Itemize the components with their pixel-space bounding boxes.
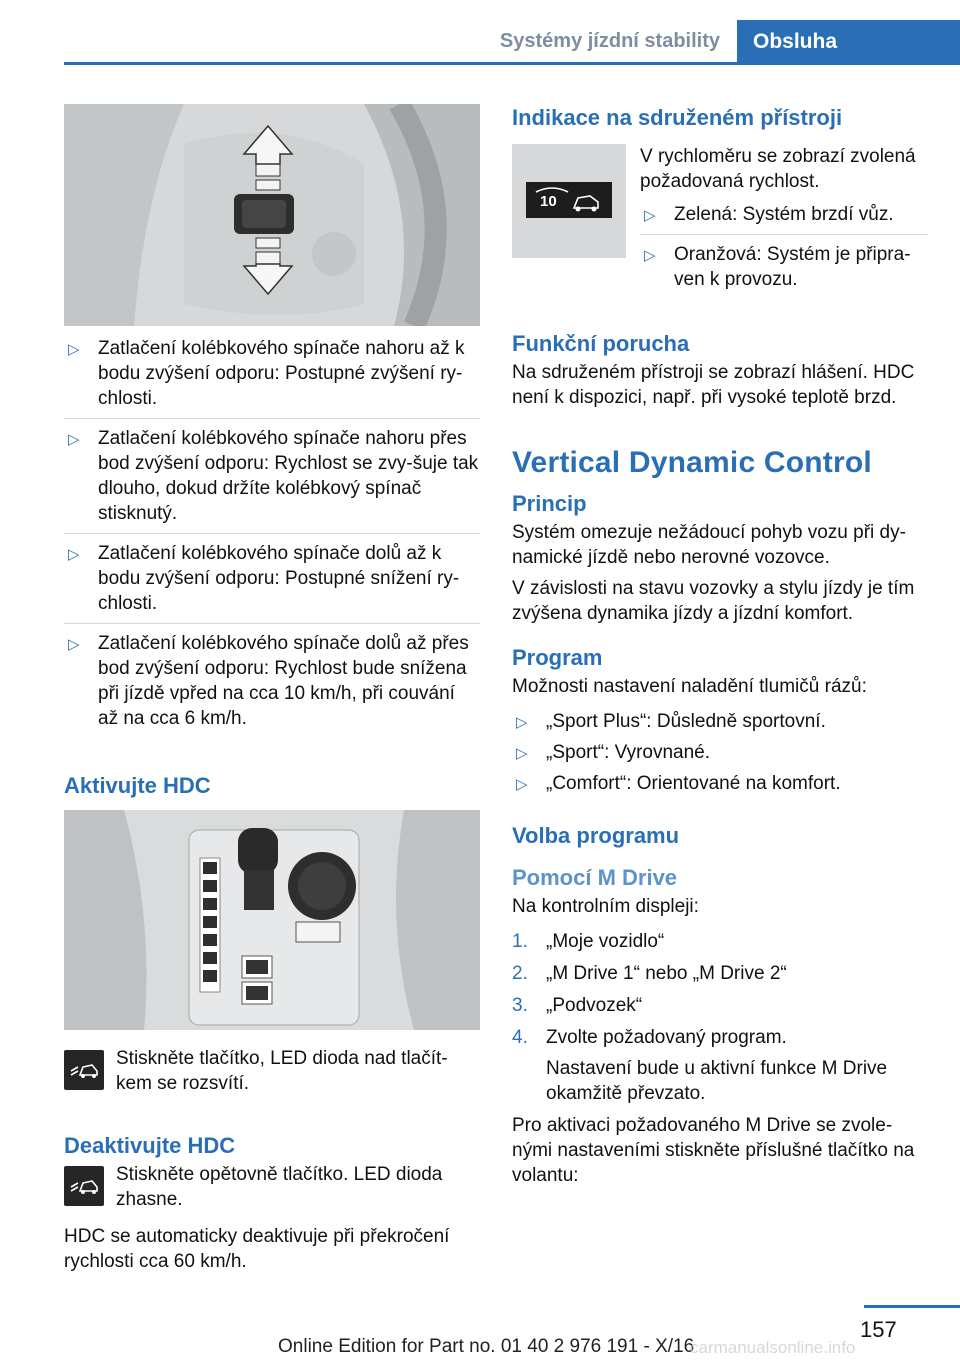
- list-item: ▷ „Sport“: Vyrovnané.: [512, 740, 928, 767]
- principle-heading: Princip: [512, 491, 587, 516]
- triangle-bullet-icon: ▷: [68, 341, 80, 358]
- hdc-indicator-illustration: [512, 144, 626, 258]
- hdc-button-icon: [64, 1050, 104, 1090]
- right-column: [512, 104, 928, 1194]
- list-item: 2. „M Drive 1“ nebo „M Drive 2“: [512, 963, 787, 984]
- header-section-title: Systémy jízdní stability: [499, 30, 720, 52]
- left-column: [64, 104, 480, 1280]
- header-rule: [64, 62, 960, 65]
- list-item: 4. Zvolte požadovaný program. Nastavení bude u aktivní funkce M Drive okamžitě převzato.: [512, 1025, 928, 1106]
- list-item: ▷ Oranžová: Systém je připra‐ven k provozu.: [644, 244, 911, 290]
- select-program-heading: Volba programu: [512, 823, 680, 848]
- speed-badge-text: 10: [540, 193, 557, 210]
- triangle-bullet-icon: ▷: [644, 247, 656, 264]
- principle-text-2: V závislosti na stavu vozovky a stylu jízdy je tím zvýšena dynamika jízdy a jízdní komfort.: [512, 578, 915, 624]
- deactivate-hdc-heading: Deaktivujte HDC: [64, 1133, 236, 1158]
- list-item: ▷ „Sport Plus“: Důsledně sportovní.: [512, 709, 928, 736]
- page-header: [0, 0, 960, 64]
- deactivate-hdc-row: [64, 1162, 480, 1218]
- list-item: 3. „Podvozek“: [512, 995, 643, 1016]
- list-item: ▷ Zatlačení kolébkového spínače dolů až k bodu zvýšení odporu: Postupné snížení ry‐chlosti.: [64, 541, 480, 624]
- program-list: [512, 709, 928, 798]
- indicator-row: [512, 144, 928, 306]
- triangle-bullet-icon: ▷: [516, 745, 528, 762]
- list-item: ▷ Zatlačení kolébkového spínače dolů až přes bod zvýšení odporu: Rychlost bude snížena při jízdě vpřed na cca 10 km/h, při couvání až na cca 6 km/h.: [68, 633, 469, 729]
- malfunction-text: Na sdruženém přístroji se zobrazí hlášení. HDC není k dispozici, např. při vysoké teplotě brzd.: [512, 362, 915, 408]
- mdrive-steps: [512, 929, 928, 1106]
- footer-rule: [864, 1305, 960, 1308]
- edition-text: Online Edition for Part no. 01 40 2 976 191 - X/16: [278, 1336, 695, 1357]
- list-item: ▷ Zatlačení kolébkového spínače nahoru přes bod zvýšení odporu: Rychlost se zvy‐šuje tak dlouho, dokud držíte kolébkový spínač stisknutý.: [64, 426, 480, 534]
- mdrive-heading: Pomocí M Drive: [512, 865, 678, 890]
- triangle-bullet-icon: ▷: [516, 714, 528, 731]
- triangle-bullet-icon: ▷: [68, 431, 80, 448]
- triangle-bullet-icon: ▷: [516, 776, 528, 793]
- list-item: ▷ Zelená: Systém brzdí vůz.: [640, 202, 928, 235]
- page-number: 157: [860, 1317, 897, 1342]
- watermark: carmanualsonline.info: [690, 1338, 856, 1357]
- triangle-bullet-icon: ▷: [68, 636, 80, 653]
- activate-hdc-heading: Aktivujte HDC: [64, 773, 211, 798]
- center-console-illustration: [64, 810, 480, 1030]
- program-heading: Program: [512, 645, 603, 670]
- malfunction-heading: Funkční porucha: [512, 331, 690, 356]
- hdc-button-icon: [64, 1166, 104, 1206]
- triangle-bullet-icon: ▷: [644, 207, 656, 224]
- indicator-color-list: [640, 202, 928, 299]
- list-item: ▷ Zatlačení kolébkového spínače nahoru až k bodu zvýšení odporu: Postupné zvýšení ry‐chlosti.: [64, 336, 480, 419]
- activate-hdc-row: [64, 1046, 480, 1102]
- instrument-cluster-heading: Indikace na sdruženém přístroji: [512, 105, 843, 130]
- header-chapter-tab: Obsluha: [737, 20, 960, 62]
- principle-text-1: Systém omezuje nežádoucí pohyb vozu při dy‐namické jízdě nebo nerovné vozovce.: [512, 522, 906, 568]
- vdc-title: Vertical Dynamic Control: [512, 446, 872, 479]
- list-item: 1. „Moje vozidlo“: [512, 931, 665, 952]
- triangle-bullet-icon: ▷: [68, 546, 80, 563]
- program-text: Možnosti nastavení naladění tlumičů rázů:: [512, 676, 867, 697]
- steering-wheel-rocker-illustration: [64, 104, 480, 326]
- deactivate-hdc-text: Stiskněte opětovně tlačítko. LED dioda zhasne.: [116, 1164, 443, 1210]
- final-text: Pro aktivaci požadovaného M Drive se zvole‐nými nastaveními stiskněte příslušné tlačítko na volantu:: [512, 1115, 915, 1186]
- step4-note: Nastavení bude u aktivní funkce M Drive okamžitě převzato.: [546, 1058, 888, 1104]
- rocker-switch-list: [64, 336, 480, 738]
- hdc-auto-deactivate-text: HDC se automaticky deaktivuje při překročení rychlosti cca 60 km/h.: [64, 1226, 450, 1272]
- indicator-text: V rychloměru se zobrazí zvolená požadovaná rychlost.: [640, 146, 916, 192]
- mdrive-text: Na kontrolním displeji:: [512, 896, 699, 917]
- list-item: ▷ „Comfort“: Orientované na komfort.: [512, 771, 928, 798]
- activate-hdc-text: Stiskněte tlačítko, LED dioda nad tlačít‐kem se rozsvítí.: [116, 1048, 448, 1094]
- indicator-text-block: [640, 144, 928, 306]
